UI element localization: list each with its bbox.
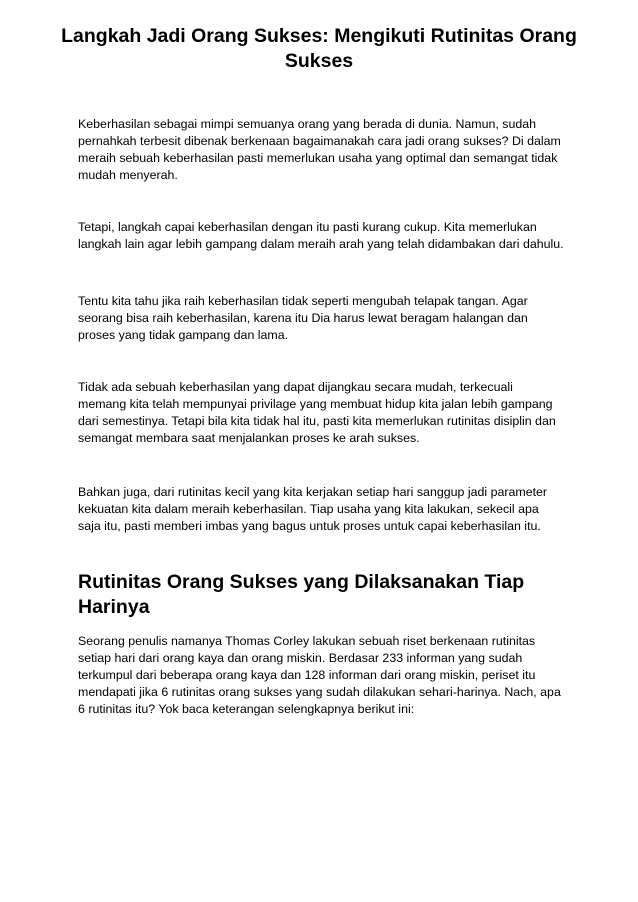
document-title: Langkah Jadi Orang Sukses: Mengikuti Rutinitas Orang Sukses bbox=[61, 25, 577, 72]
paragraph-1: Keberhasilan sebagai mimpi semuanya orang yang berada di dunia. Namun, sudah pernahkah terbesit dibenak berkenaan bagaimanakah cara jadi orang sukses? Di dalam meraih sebuah keberhasilan pasti memerlukan usaha yang optimal dan semangat tidak mudah menyerah. bbox=[78, 117, 561, 182]
section-paragraph: Seorang penulis namanya Thomas Corley lakukan sebuah riset berkenaan rutinitas setiap hari dari orang kaya dan orang miskin. Berdasar 233 informan yang sudah terkumpul dari beberapa orang kaya dan 128 informan dari orang miskin, periset itu mendapati jika 6 rutinitas orang sukses yang sudah dilakukan sehari-harinya. Nach, apa 6 rutinitas itu? Yok baca keterangan selengkapnya berikut ini: bbox=[78, 634, 561, 716]
paragraph-3: Tentu kita tahu jika raih keberhasilan tidak seperti mengubah telapak tangan. Agar seorang bisa raih keberhasilan, karena itu Dia harus lewat beragam halangan dan proses yang tidak gampang dan lama. bbox=[78, 294, 528, 342]
paragraph-4: Tidak ada sebuah keberhasilan yang dapat dijangkau secara mudah, terkecuali memang kita telah mempunyai privilage yang membuat hidup kita jalan lebih gampang dari semestinya. Tetapi bila kita tidak hal itu, pasti kita memerlukan rutinitas disiplin dan semangat membara saat menjalankan proses ke arah sukses. bbox=[78, 380, 556, 445]
paragraph-2: Tetapi, langkah capai keberhasilan dengan itu pasti kurang cukup. Kita memerlukan langkah lain agar lebih gampang dalam meraih arah yang telah didambakan dari dahulu. bbox=[78, 220, 564, 251]
section-heading: Rutinitas Orang Sukses yang Dilaksanakan Tiap Harinya bbox=[78, 571, 525, 618]
paragraph-5: Bahkan juga, dari rutinitas kecil yang kita kerjakan setiap hari sanggup jadi parameter kekuatan kita dalam meraih keberhasilan. Tiap usaha yang kita lakukan, sekecil apa saja itu, pasti memberi imbas yang bagus untuk proses untuk capai keberhasilan itu. bbox=[78, 485, 548, 533]
